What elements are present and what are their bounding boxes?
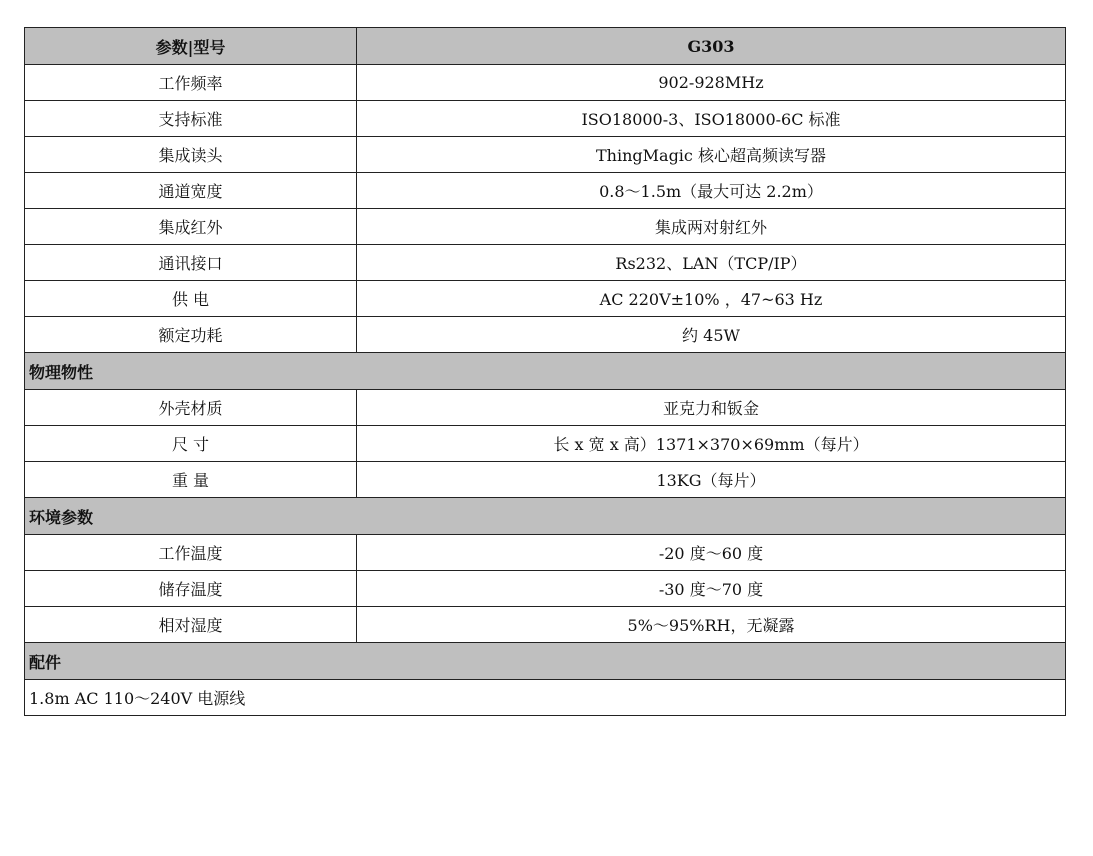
row-label: 集成红外 xyxy=(25,209,357,245)
row-value: 亚克力和钣金 xyxy=(357,390,1066,426)
row-label: 集成读头 xyxy=(25,137,357,173)
section-title: 物理物性 xyxy=(25,353,1066,390)
row-label: 额定功耗 xyxy=(25,317,357,353)
spec-table xyxy=(24,27,1066,716)
row-value: ISO18000-3、ISO18000-6C 标准 xyxy=(357,101,1066,137)
accessory-item: 1.8m AC 110～240V 电源线 xyxy=(25,680,1066,716)
table-row xyxy=(25,607,1066,643)
table-row xyxy=(25,209,1066,245)
table-row xyxy=(25,101,1066,137)
table-row xyxy=(25,462,1066,498)
row-value: 约 45W xyxy=(357,317,1066,353)
row-label: 外壳材质 xyxy=(25,390,357,426)
row-label: 通道宽度 xyxy=(25,173,357,209)
row-label: 支持标准 xyxy=(25,101,357,137)
header-model-cell: G303 xyxy=(357,28,1066,65)
table-row xyxy=(25,535,1066,571)
row-label: 供 电 xyxy=(25,281,357,317)
table-row xyxy=(25,571,1066,607)
table-row xyxy=(25,390,1066,426)
row-value: AC 220V±10% ，47~63 Hz xyxy=(357,281,1066,317)
table-row xyxy=(25,65,1066,101)
row-value: 集成两对射红外 xyxy=(357,209,1066,245)
table-row xyxy=(25,173,1066,209)
table-row xyxy=(25,245,1066,281)
section-title: 配件 xyxy=(25,643,1066,680)
section-header-accessories xyxy=(25,643,1066,680)
row-value: 5%～95%RH，无凝露 xyxy=(357,607,1066,643)
row-label: 储存温度 xyxy=(25,571,357,607)
row-value: 长 x 宽 x 高）1371×370×69mm（每片） xyxy=(357,426,1066,462)
row-value: Rs232、LAN（TCP/IP） xyxy=(357,245,1066,281)
row-label: 工作温度 xyxy=(25,535,357,571)
row-value: 13KG（每片） xyxy=(357,462,1066,498)
row-value: 0.8～1.5m（最大可达 2.2m） xyxy=(357,173,1066,209)
row-label: 尺 寸 xyxy=(25,426,357,462)
row-value: ThingMagic 核心超高频读写器 xyxy=(357,137,1066,173)
row-value: 902-928MHz xyxy=(357,65,1066,101)
table-row xyxy=(25,426,1066,462)
table-row xyxy=(25,281,1066,317)
section-title: 环境参数 xyxy=(25,498,1066,535)
section-header-environment xyxy=(25,498,1066,535)
section-header-physical xyxy=(25,353,1066,390)
row-value: -20 度～60 度 xyxy=(357,535,1066,571)
row-value: -30 度～70 度 xyxy=(357,571,1066,607)
row-label: 重 量 xyxy=(25,462,357,498)
table-row xyxy=(25,137,1066,173)
row-label: 相对湿度 xyxy=(25,607,357,643)
row-label: 工作频率 xyxy=(25,65,357,101)
table-row xyxy=(25,680,1066,716)
table-header-row xyxy=(25,28,1066,65)
table-row xyxy=(25,317,1066,353)
spec-sheet xyxy=(24,27,1065,716)
header-param-cell: 参数|型号 xyxy=(25,28,357,65)
row-label: 通讯接口 xyxy=(25,245,357,281)
